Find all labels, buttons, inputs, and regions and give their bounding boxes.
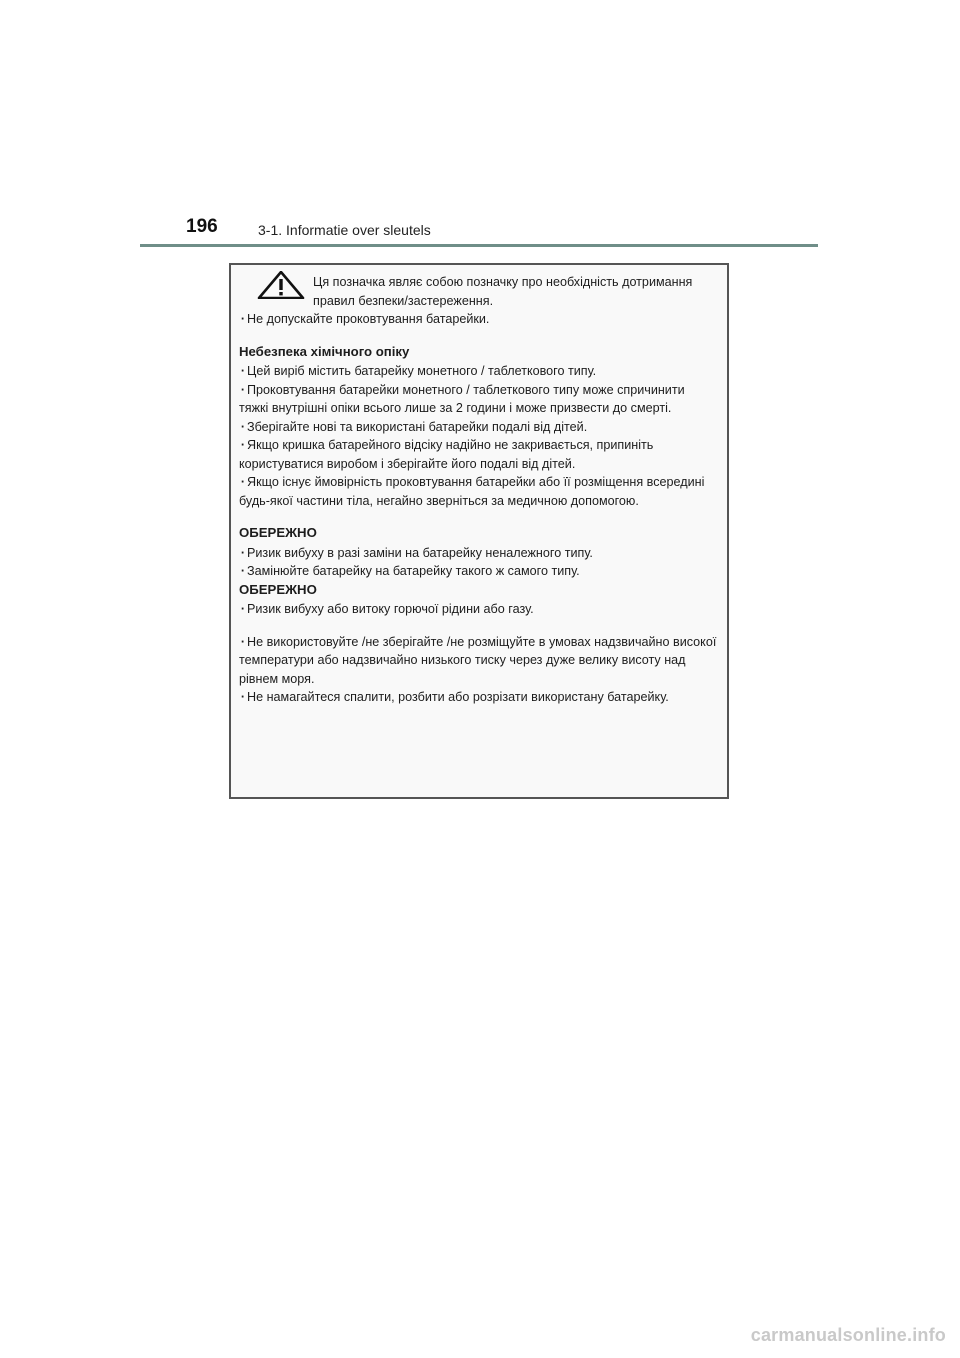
warning-label [229,263,729,799]
chemical-item: · Зберігайте нові та використані батарейки подалі від дітей. [239,418,717,437]
intro-block [239,273,717,310]
chemical-burn-heading: Небезпека хімічного опіку [239,343,410,359]
chemical-item: · Цей виріб містить батарейку монетного / таблеткового типу. [239,362,717,381]
chemical-item: · Якщо існує ймовірність проковтування батарейки або її розміщення всередині будь-якої частини тіла, негайно зверніться за медичною допомогою. [239,473,717,510]
intro-bullet: · Не допускайте проковтування батарейки. [239,310,717,329]
final-item: · Не намагайтеся спалити, розбити або розрізати використану батарейку. [239,688,717,707]
final-item: · Не використовуйте /не зберігайте /не розміщуйте в умовах надзвичайно високої температури або надзвичайно низького тиску через дуже велику висоту над рівнем моря. [239,633,717,689]
caution-heading: ОБЕРЕЖНО [239,525,317,540]
section-title: 3-1. Informatie over sleutels [258,222,431,238]
chemical-item: · Проковтування батарейки монетного / таблеткового типу може спричинити тяжкі внутрішні опіки всього лише за 2 години і може призвести до смерті. [239,381,717,418]
warning-label-content [239,273,717,707]
caution-item: · Ризик вибуху або витоку горючої рідини або газу. [239,600,717,619]
site-credit: carmanualsonline.info [750,1325,946,1345]
caution-item: · Замінюйте батарейку на батарейку такого ж самого типу. [239,562,717,581]
intro-text: Ця позначка являє собою позначку про необхідність дотримання правил безпеки/застереження. [313,275,693,308]
caution-heading: ОБЕРЕЖНО [239,581,317,597]
chemical-item: · Якщо кришка батарейного відсіку надійно не закривається, припиніть користуватися виробом і зберігайте його подалі від дітей. [239,436,717,473]
page-number: 196 [186,216,218,237]
header-rule [140,244,818,247]
warning-triangle-icon [257,271,305,299]
spacer [239,619,717,633]
caution-item: · Ризик вибуху в разі заміни на батарейку неналежного типу. [239,544,717,563]
